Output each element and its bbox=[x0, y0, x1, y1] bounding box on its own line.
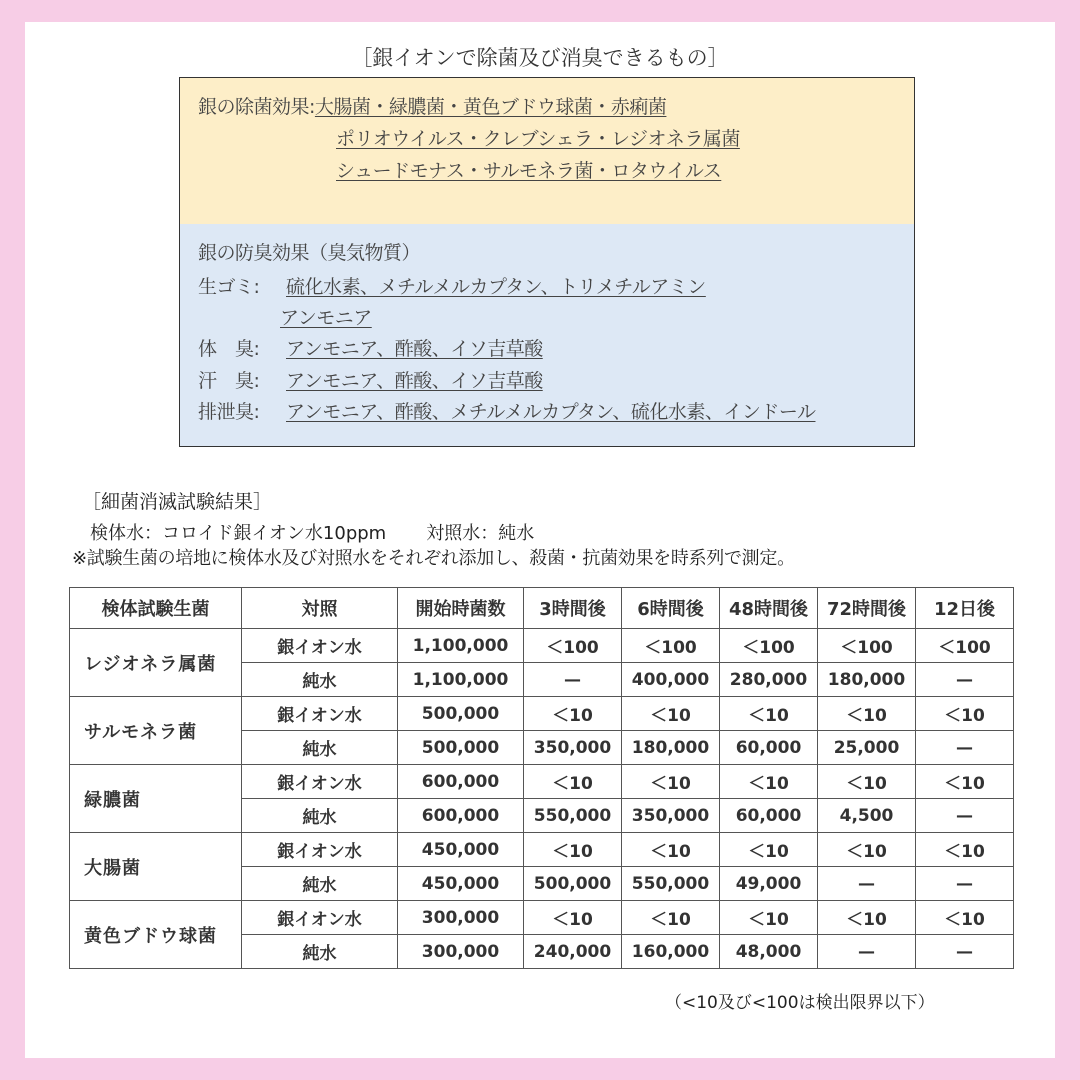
table-header-row bbox=[70, 588, 1014, 629]
disinfection-list-1: 大腸菌・緑膿菌・黄色ブドウ球菌・赤痢菌 bbox=[314, 96, 667, 118]
test-results-title: ［細菌消滅試験結果］ bbox=[82, 491, 273, 513]
count-cell: ＜10 bbox=[818, 833, 916, 867]
odor-row-sweat-label: 汗 臭: bbox=[198, 370, 260, 392]
section-heading-silver-ion: ［銀イオンで除菌及び消臭できるもの］ bbox=[351, 46, 729, 70]
count-cell: — bbox=[916, 663, 1014, 697]
disinfection-list-2: ポリオウイルス・クレブシェラ・レジオネラ属菌 bbox=[336, 128, 740, 150]
count-cell: 350,000 bbox=[622, 799, 720, 833]
count-cell: ＜10 bbox=[916, 697, 1014, 731]
detection-limit-note: （<10及び<100は検出限界以下） bbox=[665, 993, 935, 1013]
odor-row-excretion-label: 排泄臭: bbox=[198, 401, 260, 423]
disinfection-box bbox=[179, 77, 915, 225]
count-cell: 500,000 bbox=[524, 867, 622, 901]
count-cell: 600,000 bbox=[398, 799, 524, 833]
count-cell: ＜10 bbox=[720, 765, 818, 799]
count-cell: 300,000 bbox=[398, 935, 524, 969]
count-cell: ＜100 bbox=[524, 629, 622, 663]
control-cell: 純水 bbox=[242, 731, 398, 765]
count-cell: ＜100 bbox=[622, 629, 720, 663]
count-cell: ＜10 bbox=[916, 901, 1014, 935]
organism-cell: 緑膿菌 bbox=[70, 765, 242, 833]
count-cell: 450,000 bbox=[398, 833, 524, 867]
odor-row-garbage-text-2: アンモニア bbox=[280, 307, 372, 329]
count-cell: 1,100,000 bbox=[398, 629, 524, 663]
test-method-note: ※試験生菌の培地に検体水及び対照水をそれぞれ添加し、殺菌・抗菌効果を時系列で測定。 bbox=[72, 548, 795, 569]
count-cell: ＜10 bbox=[720, 901, 818, 935]
control-cell: 銀イオン水 bbox=[242, 697, 398, 731]
header-organism: 検体試験生菌 bbox=[70, 588, 242, 629]
count-cell: — bbox=[524, 663, 622, 697]
count-cell: ＜10 bbox=[818, 765, 916, 799]
table-row bbox=[70, 901, 1014, 935]
odor-row-body-text: アンモニア、酢酸、イソ吉草酸 bbox=[286, 338, 543, 360]
odor-row-sweat-text: アンモニア、酢酸、イソ吉草酸 bbox=[286, 370, 543, 392]
count-cell: 300,000 bbox=[398, 901, 524, 935]
odor-row-garbage-text: 硫化水素、メチルメルカプタン、トリメチルアミン bbox=[286, 276, 706, 298]
count-cell: 180,000 bbox=[818, 663, 916, 697]
count-cell: ＜100 bbox=[720, 629, 818, 663]
content-card bbox=[25, 22, 1055, 1058]
disinfection-label: 銀の除菌効果: bbox=[198, 96, 315, 118]
sample-water: 検体水：コロイド銀イオン水10ppm bbox=[90, 523, 387, 544]
table-row bbox=[70, 697, 1014, 731]
control-cell: 純水 bbox=[242, 663, 398, 697]
count-cell: ＜100 bbox=[818, 629, 916, 663]
count-cell: 60,000 bbox=[720, 799, 818, 833]
count-cell: 450,000 bbox=[398, 867, 524, 901]
count-cell: — bbox=[818, 935, 916, 969]
header-initial-count: 開始時菌数 bbox=[398, 588, 524, 629]
header-72h: 72時間後 bbox=[818, 588, 916, 629]
count-cell: 4,500 bbox=[818, 799, 916, 833]
count-cell: 180,000 bbox=[622, 731, 720, 765]
count-cell: ＜10 bbox=[720, 833, 818, 867]
count-cell: — bbox=[916, 935, 1014, 969]
deodorization-box bbox=[179, 224, 915, 447]
count-cell: 400,000 bbox=[622, 663, 720, 697]
test-conditions bbox=[90, 519, 534, 545]
count-cell: ＜10 bbox=[524, 765, 622, 799]
organism-cell: 黄色ブドウ球菌 bbox=[70, 901, 242, 969]
count-cell: 49,000 bbox=[720, 867, 818, 901]
count-cell: ＜10 bbox=[622, 901, 720, 935]
count-cell: 550,000 bbox=[622, 867, 720, 901]
count-cell: 240,000 bbox=[524, 935, 622, 969]
results-table bbox=[69, 587, 1014, 969]
count-cell: ＜10 bbox=[622, 833, 720, 867]
count-cell: ＜10 bbox=[818, 901, 916, 935]
header-48h: 48時間後 bbox=[720, 588, 818, 629]
control-cell: 銀イオン水 bbox=[242, 833, 398, 867]
header-3h: 3時間後 bbox=[524, 588, 622, 629]
count-cell: 600,000 bbox=[398, 765, 524, 799]
count-cell: ＜10 bbox=[720, 697, 818, 731]
header-12d: 12日後 bbox=[916, 588, 1014, 629]
count-cell: ＜10 bbox=[524, 833, 622, 867]
odor-row-garbage-label: 生ゴミ: bbox=[198, 276, 260, 298]
count-cell: 500,000 bbox=[398, 697, 524, 731]
count-cell: 25,000 bbox=[818, 731, 916, 765]
count-cell: 550,000 bbox=[524, 799, 622, 833]
table-row bbox=[70, 629, 1014, 663]
control-cell: 純水 bbox=[242, 799, 398, 833]
control-cell: 純水 bbox=[242, 867, 398, 901]
header-6h: 6時間後 bbox=[622, 588, 720, 629]
count-cell: 60,000 bbox=[720, 731, 818, 765]
control-cell: 銀イオン水 bbox=[242, 629, 398, 663]
organism-cell: サルモネラ菌 bbox=[70, 697, 242, 765]
count-cell: 500,000 bbox=[398, 731, 524, 765]
count-cell: — bbox=[916, 799, 1014, 833]
count-cell: ＜10 bbox=[622, 697, 720, 731]
disinfection-line-1 bbox=[198, 92, 666, 119]
control-cell: 銀イオン水 bbox=[242, 901, 398, 935]
count-cell: ＜10 bbox=[524, 697, 622, 731]
odor-row-body-label: 体 臭: bbox=[198, 338, 260, 360]
count-cell: 160,000 bbox=[622, 935, 720, 969]
table-row bbox=[70, 765, 1014, 799]
count-cell: ＜10 bbox=[916, 833, 1014, 867]
disinfection-list-3: シュードモナス・サルモネラ菌・ロタウイルス bbox=[336, 160, 722, 182]
deodorization-title: 銀の防臭効果（臭気物質） bbox=[198, 242, 421, 264]
count-cell: 350,000 bbox=[524, 731, 622, 765]
count-cell: — bbox=[916, 731, 1014, 765]
organism-cell: 大腸菌 bbox=[70, 833, 242, 901]
count-cell: ＜100 bbox=[916, 629, 1014, 663]
count-cell: ＜10 bbox=[622, 765, 720, 799]
count-cell: 1,100,000 bbox=[398, 663, 524, 697]
table-row bbox=[70, 833, 1014, 867]
organism-cell: レジオネラ属菌 bbox=[70, 629, 242, 697]
control-water: 対照水：純水 bbox=[426, 523, 535, 544]
count-cell: 48,000 bbox=[720, 935, 818, 969]
control-cell: 純水 bbox=[242, 935, 398, 969]
odor-row-excretion-text: アンモニア、酢酸、メチルメルカプタン、硫化水素、インドール bbox=[286, 401, 816, 423]
count-cell: ＜10 bbox=[818, 697, 916, 731]
count-cell: 280,000 bbox=[720, 663, 818, 697]
count-cell: — bbox=[916, 867, 1014, 901]
header-control: 対照 bbox=[242, 588, 398, 629]
count-cell: ＜10 bbox=[524, 901, 622, 935]
control-cell: 銀イオン水 bbox=[242, 765, 398, 799]
count-cell: — bbox=[818, 867, 916, 901]
count-cell: ＜10 bbox=[916, 765, 1014, 799]
